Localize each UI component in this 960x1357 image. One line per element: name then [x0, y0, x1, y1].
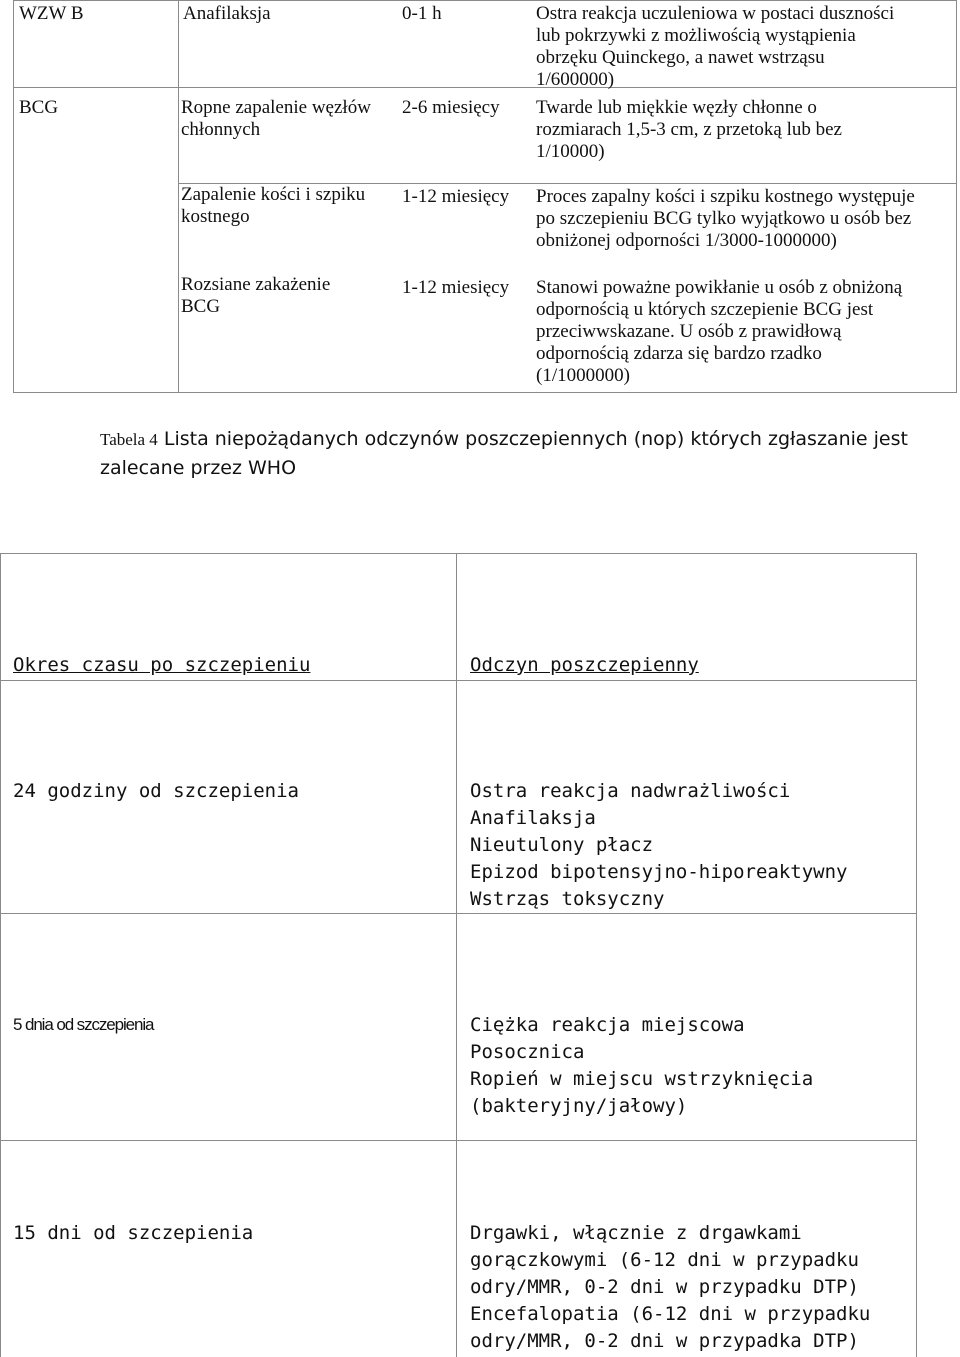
- cell-period: 5 dnia od szczepienia: [13, 1015, 154, 1034]
- reaction-item: gorączkowymi (6-12 dni w przypadku: [470, 1249, 859, 1271]
- table-border-left: [0, 553, 1, 1357]
- cell-reaction: Anafilaksja: [183, 3, 271, 24]
- header-period: Okres czasu po szczepieniu: [13, 654, 311, 676]
- reactions-table-who: [0, 553, 960, 1357]
- reaction-item: odry/MMR, 0-2 dni w przypadka DTP): [470, 1330, 859, 1352]
- reaction-item: Posocznica: [470, 1041, 585, 1063]
- reaction-item: Nieutulony płacz: [470, 834, 654, 856]
- reaction-item: Encefalopatia (6-12 dni w przypadku: [470, 1303, 871, 1325]
- table-border-right: [916, 553, 917, 1357]
- cell-description: Proces zapalny kości i szpiku kostnego występuje po szczepieniu BCG tylko wyjątkowo u osób bez obniżonej odporności 1/3000-1000000): [536, 186, 915, 251]
- header-reaction: Odczyn poszczepienny: [470, 654, 699, 676]
- caption-label: Tabela 4: [100, 430, 158, 449]
- table-border-right: [956, 0, 957, 393]
- cell-description: Twarde lub miękkie węzły chłonne o rozmiarach 1,5-3 cm, z przetoką lub bez 1/10000): [536, 97, 842, 162]
- table-caption: [100, 425, 960, 482]
- reactions-table-top: [13, 0, 957, 393]
- reaction-list: [470, 1012, 813, 1120]
- table-border-bottom: [13, 392, 957, 393]
- reaction-item: Epizod bipotensyjno-hiporeaktywny: [470, 861, 848, 883]
- reaction-list: [470, 1220, 870, 1355]
- reaction-item: Ostra reakcja nadwrażliwości: [470, 780, 791, 802]
- row-divider: [0, 913, 917, 914]
- reaction-item: Ropień w miejscu wstrzyknięcia: [470, 1068, 814, 1090]
- cell-period: 24 godziny od szczepienia: [13, 780, 299, 802]
- reaction-item: odry/MMR, 0-2 dni w przypadku DTP): [470, 1276, 859, 1298]
- cell-description: Stanowi poważne powikłanie u osób z obniżoną odpornością u których szczepienie BCG jest przeciwwskazane. U osób z prawidłową odpornością zdarza się bardzo rzadko (1/1000000): [536, 277, 903, 386]
- reaction-item: Drgawki, włącznie z drgawkami: [470, 1222, 802, 1244]
- row-divider: [0, 1140, 917, 1141]
- cell-reaction: Zapalenie kości i szpiku kostnego: [181, 184, 366, 227]
- cell-period: 15 dni od szczepienia: [13, 1222, 254, 1244]
- cell-reaction: Ropne zapalenie węzłów chłonnych: [181, 97, 371, 140]
- table-border-left: [13, 0, 14, 393]
- cell-time: 0-1 h: [402, 3, 442, 24]
- cell-description: Ostra reakcja uczuleniowa w postaci duszności lub pokrzywki z możliwością wystąpienia obrzęku Quinckego, a nawet wstrząsu 1/600000): [536, 3, 895, 90]
- cell-vaccine: WZW B: [19, 3, 84, 24]
- caption-text: Lista niepożądanych odczynów poszczepiennych (nop) których zgłaszanie jest zalecane przez WHO: [100, 428, 908, 479]
- cell-time: 1-12 miesięcy: [402, 277, 510, 298]
- reaction-item: Ciężka reakcja miejscowa: [470, 1014, 745, 1036]
- reaction-item: (bakteryjny/jałowy): [470, 1095, 688, 1117]
- cell-reaction: Rozsiane zakażenie BCG: [181, 274, 331, 317]
- table-border-top: [13, 0, 957, 1]
- table-border-top: [0, 553, 917, 554]
- reaction-item: Anafilaksja: [470, 807, 596, 829]
- column-divider: [178, 0, 179, 393]
- reaction-item: Wstrząs toksyczny: [470, 888, 665, 910]
- cell-time: 1-12 miesięcy: [402, 186, 510, 207]
- cell-time: 2-6 miesięcy: [402, 97, 500, 118]
- row-divider: [0, 680, 917, 681]
- column-divider: [456, 553, 457, 1357]
- cell-vaccine: BCG: [19, 97, 59, 118]
- reaction-list: [470, 778, 848, 913]
